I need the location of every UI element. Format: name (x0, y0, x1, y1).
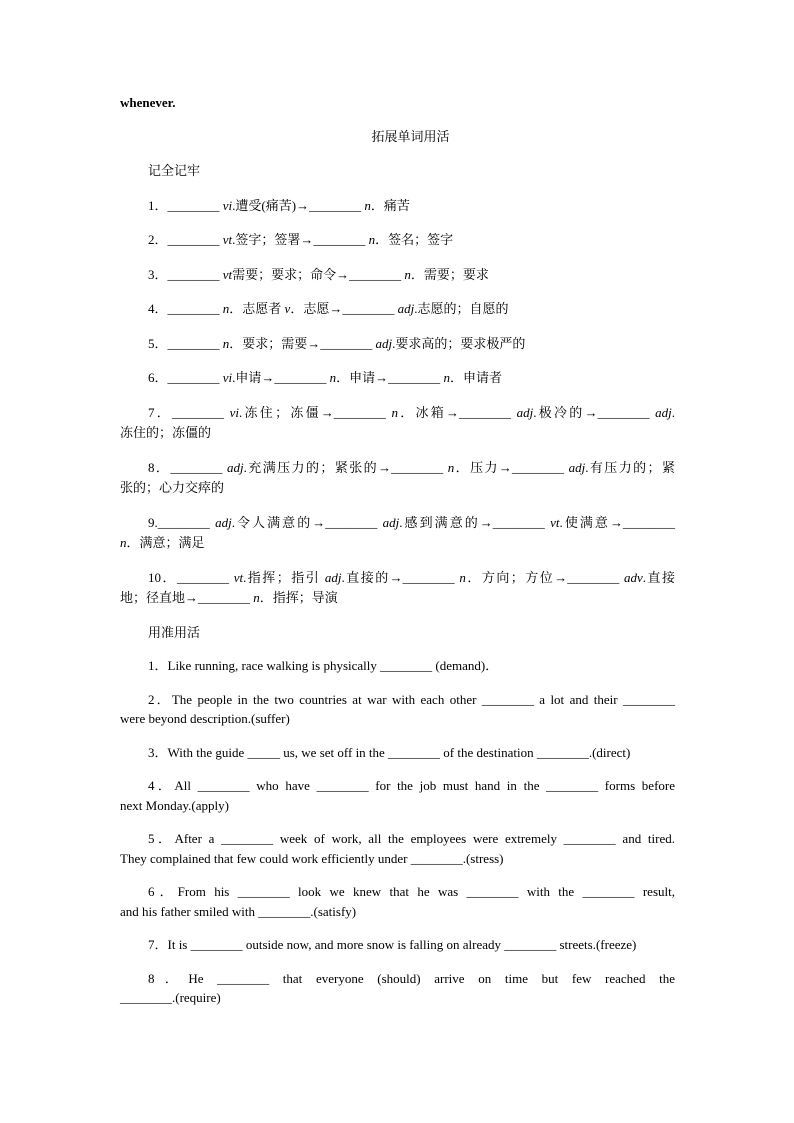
usage-item-8-line-1: 8．He ________ that everyone (should) arrive on time but few reached the (148, 970, 675, 986)
vocab-item-1-line-1: 1．________ vi.遭受(痛苦)→________ n．痛苦 (148, 197, 410, 213)
usage-item-3 (120, 743, 675, 763)
section-title: 拓展单词用活 (371, 129, 450, 144)
vocab-item-7-line-1: 7．________ vi.冻住；冻僵→________ n．冰箱→________ adj.极冷的→________ adj. (148, 404, 675, 420)
vocab-item-7-line-2: 冻住的；冻僵的 (120, 425, 212, 440)
usage-item-2-line-1: 2．The people in the two countries at war with each other ________ a lot and their ________ (148, 691, 675, 707)
usage-item-7-line-1: 7．It is ________ outside now, and more snow is falling on already ________ streets.(freeze) (148, 937, 637, 952)
vocab-item-2 (120, 230, 675, 251)
vocab-item-10-line-2: 地；径直地→________ n．指挥；导演 (120, 590, 338, 605)
vocab-item-10-line-1: 10．________ vt.指挥；指引 adj.直接的→________ n．方向；方位→________ adv.直接 (148, 569, 675, 585)
usage-item-4-line-1: 4．All ________ who have ________ for the job must hand in the ________ forms before (148, 778, 675, 793)
vocab-item-4 (120, 299, 675, 320)
vocab-item-7 (120, 403, 675, 444)
usage-item-5-line-1: 5．After a ________ week of work, all the employees were extremely ________ and tired. (148, 831, 675, 846)
vocab-item-9 (120, 513, 675, 554)
usage-item-8 (120, 969, 675, 1008)
vocab-item-3 (120, 265, 675, 286)
vocab-item-9-line-1: 9.________ adj.令人满意的→________ adj.感到满意的→________ vt.使满意→________ (148, 514, 675, 530)
vocab-section (120, 161, 675, 609)
vocab-item-5-line-1: 5．________ n．要求；需要→________ adj.要求高的；要求极严的 (148, 335, 526, 351)
vocab-item-8-line-1: 8．________ adj.充满压力的；紧张的→________ n．压力→________ adj.有压力的；紧 (148, 459, 675, 475)
vocab-item-2-line-1: 2．________ vt.签字；签署→________ n．签名；签字 (148, 232, 454, 247)
usage-item-5 (120, 829, 675, 868)
vocab-heading: 记全记牢 (148, 163, 201, 178)
usage-item-7 (120, 935, 675, 955)
usage-item-2-line-2: were beyond description.(suffer) (120, 711, 290, 726)
usage-item-2 (120, 690, 675, 729)
vocab-item-5 (120, 334, 675, 355)
vocab-item-10 (120, 568, 675, 609)
usage-item-6-line-2: and his father smiled with ________.(satisfy) (120, 903, 357, 919)
vocab-item-8 (120, 458, 675, 499)
vocab-item-6-line-1: 6．________ vi.申请→________ n．申请→________ n．申请者 (148, 370, 502, 385)
usage-item-6-line-1: 6．From his ________ look we knew that he was ________ with the ________ result, (148, 884, 675, 899)
vocab-item-3-line-1: 3．________ vt需要；要求；命令→________ n．需要；要求 (148, 266, 489, 282)
usage-item-4 (120, 776, 675, 815)
usage-heading: 用准用活 (148, 624, 201, 640)
usage-item-5-line-2: They complained that few could work efficiently under ________.(stress) (120, 850, 504, 866)
vocab-item-9-line-2: n．满意；满足 (120, 535, 205, 550)
usage-item-3-line-1: 3．With the guide _____ us, we set off in the ________ of the destination ________.(direct) (148, 744, 631, 760)
usage-item-1-line-1: 1．Like running, race walking is physically ________ (demand)． (148, 658, 499, 673)
worksheet-page (120, 93, 675, 1022)
vocab-item-4-line-1: 4．________ n．志愿者 v．志愿→________ adj.志愿的；自愿的 (148, 301, 509, 316)
usage-item-4-line-2: next Monday.(apply) (120, 797, 229, 813)
vocab-item-6 (120, 368, 675, 389)
usage-item-8-line-2: ________.(require) (120, 990, 221, 1005)
usage-section (120, 623, 675, 1008)
vocab-item-1 (120, 196, 675, 217)
vocab-item-8-line-2: 张的；心力交瘁的 (120, 480, 225, 495)
usage-item-1 (120, 656, 675, 676)
carryover-text: whenever. (120, 95, 176, 110)
usage-item-6 (120, 882, 675, 921)
